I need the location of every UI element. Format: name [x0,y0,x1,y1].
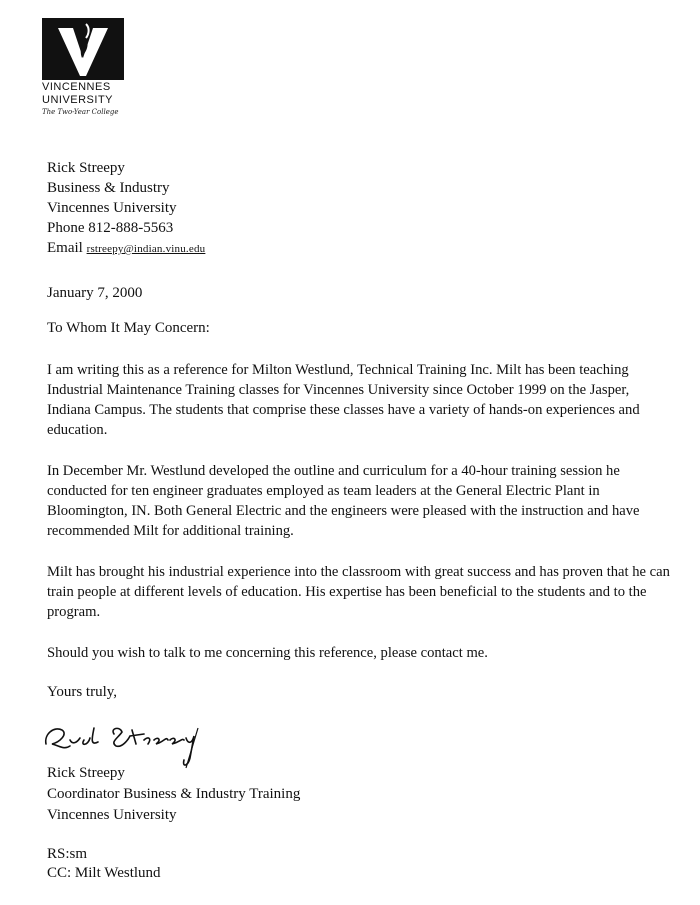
paragraph-3: Milt has brought his industrial experience into the classroom with great success and has proven that he can train people at different levels of education. His expertise has been beneficial to the students and to the program. [47,564,670,620]
logo-line1: VINCENNES [42,81,111,93]
logo-tagline: The Two-Year College [42,108,119,116]
paragraph-1: I am writing this as a reference for Milton Westlund, Technical Training Inc. Milt has been teaching Industrial Maintenance Training classes for Vincennes University since October 1999 on the Jasper, Indiana Campus. The students that comprise these classes have a variety of hands-on experiences and education. [47,362,640,438]
sender-block [47,158,205,259]
letter-date: January 7, 2000 [47,285,143,301]
paragraph-2: In December Mr. Westlund developed the outline and curriculum for a 40-hour training session he conducted for ten engineer graduates employed as team leaders at the General Electric Plant in Bloomington, IN. Both General Electric and the engineers were pleased with the instruction and have recommended Milt for additional training. [47,463,640,539]
letter-body [47,360,672,684]
paragraph-4: Should you wish to talk to me concerning this reference, please contact me. [47,645,488,661]
reference-initials [47,845,161,883]
closing: Yours truly, [47,684,118,700]
signoff-title: Coordinator Business & Industry Training [47,786,301,802]
sender-name: Rick Streepy [47,160,125,176]
logo-line2: UNIVERSITY [42,94,114,106]
v-flame-logo-icon [42,18,124,80]
typist-initials: RS:sm [47,846,88,862]
sender-dept: Business & Industry [47,180,170,196]
signoff-org: Vincennes University [47,807,177,823]
email-label: Email [47,240,83,256]
sender-email-line [47,238,205,259]
signoff-block [47,763,300,826]
salutation: To Whom It May Concern: [47,320,210,336]
signoff-name: Rick Streepy [47,765,125,781]
sender-phone: Phone 812-888-5563 [47,220,174,236]
sender-org: Vincennes University [47,200,177,216]
cc-line: CC: Milt Westlund [47,865,161,881]
university-logo [42,18,142,116]
email-link[interactable]: rstreepy@indian.vinu.edu [86,243,206,255]
